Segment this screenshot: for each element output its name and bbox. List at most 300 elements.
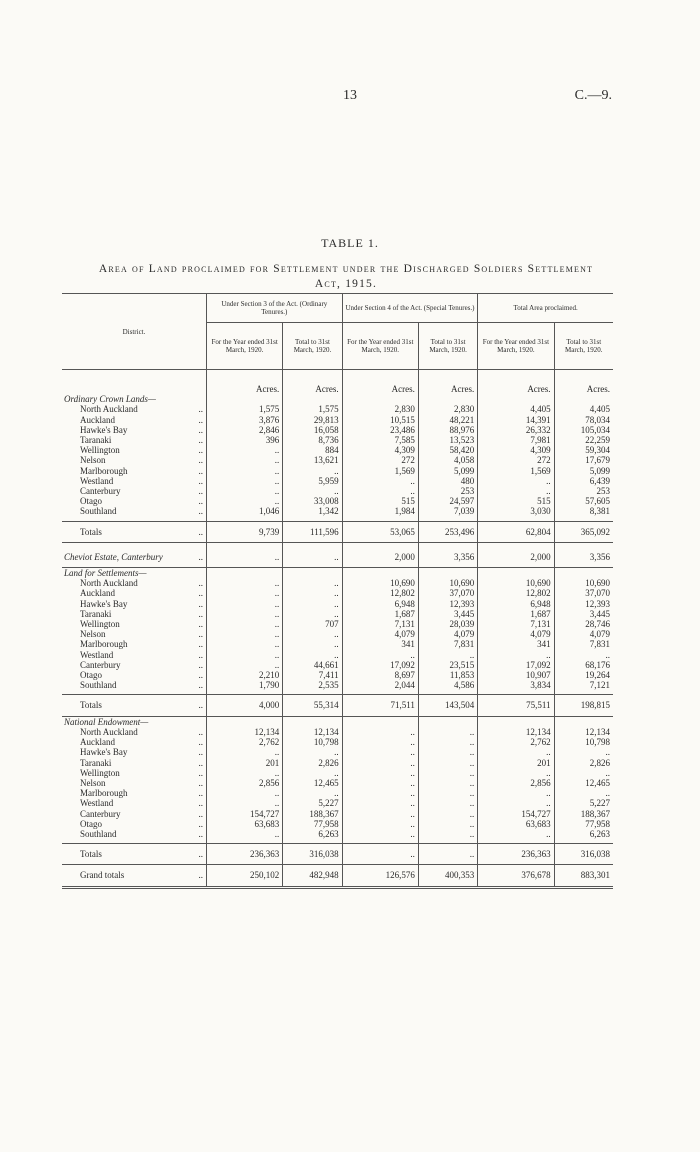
empty-cell	[478, 568, 554, 579]
value-cell: 12,802	[342, 588, 418, 598]
value-cell: 22,259	[554, 435, 613, 445]
value-cell: 8,697	[342, 670, 418, 680]
district-label: Southland	[80, 828, 117, 839]
value-cell: ..	[342, 844, 418, 865]
totals-row	[62, 844, 613, 865]
district-cell	[62, 521, 207, 542]
district-label: Nelson	[80, 629, 106, 640]
district-label: Westland	[80, 798, 114, 809]
value-cell: 1,342	[283, 506, 342, 516]
value-cell: 4,079	[342, 629, 418, 639]
value-cell: ..	[207, 788, 283, 798]
district-cell	[62, 425, 207, 435]
district-header: District.	[122, 327, 146, 336]
leader-dots: ..	[198, 659, 203, 670]
leader-dots: ..	[198, 680, 203, 691]
value-cell: 2,830	[418, 404, 477, 414]
district-label: Otago	[80, 496, 102, 507]
value-cell: 10,690	[554, 578, 613, 588]
value-cell: ..	[342, 758, 418, 768]
value-cell: 253,496	[418, 521, 477, 542]
value-cell: ..	[554, 650, 613, 660]
value-cell: 4,405	[554, 404, 613, 414]
leader-dots: ..	[198, 486, 203, 497]
subheader-total: Total to 31st March, 1920.	[283, 323, 342, 370]
district-cell	[62, 747, 207, 757]
leader-dots: ..	[198, 818, 203, 829]
value-cell: 5,099	[418, 466, 477, 476]
value-cell: 201	[207, 758, 283, 768]
value-cell: ..	[418, 768, 477, 778]
district-cell	[62, 778, 207, 788]
empty-cell	[207, 568, 283, 579]
value-cell: 4,309	[342, 445, 418, 455]
unit-cell: Acres.	[207, 370, 283, 395]
district-cell	[62, 737, 207, 747]
value-cell: 707	[283, 619, 342, 629]
value-cell: ..	[207, 747, 283, 757]
section-title-row	[62, 716, 613, 727]
district-cell	[62, 829, 207, 839]
empty-cell	[418, 568, 477, 579]
value-cell: ..	[478, 476, 554, 486]
district-cell	[62, 819, 207, 829]
value-cell: 272	[342, 455, 418, 465]
table-row	[62, 466, 613, 476]
district-cell	[62, 670, 207, 680]
value-cell: 53,065	[342, 521, 418, 542]
district-label: Hawke's Bay	[80, 747, 128, 758]
value-cell: 4,000	[207, 695, 283, 716]
table-row	[62, 486, 613, 496]
value-cell: 10,690	[478, 578, 554, 588]
table-row	[62, 670, 613, 680]
table-row	[62, 435, 613, 445]
district-label: Marlborough	[80, 465, 128, 476]
value-cell: 365,092	[554, 521, 613, 542]
value-cell: 78,034	[554, 415, 613, 425]
land-table-wrapper	[62, 293, 613, 889]
table-row	[62, 650, 613, 660]
value-cell: 2,000	[478, 547, 554, 568]
value-cell: 63,683	[207, 819, 283, 829]
value-cell: ..	[342, 809, 418, 819]
district-label: Nelson	[80, 777, 106, 788]
district-cell	[62, 599, 207, 609]
value-cell: 316,038	[283, 844, 342, 865]
value-cell: 480	[418, 476, 477, 486]
value-cell: ..	[207, 599, 283, 609]
leader-dots: ..	[198, 726, 203, 737]
value-cell: 3,876	[207, 415, 283, 425]
value-cell: ..	[283, 747, 342, 757]
district-cell	[62, 629, 207, 639]
value-cell: ..	[342, 819, 418, 829]
value-cell: 7,131	[478, 619, 554, 629]
district-label: Southland	[80, 506, 117, 517]
value-cell: 33,008	[283, 496, 342, 506]
leader-dots: ..	[198, 424, 203, 435]
leader-dots: ..	[198, 465, 203, 476]
value-cell: 3,834	[478, 680, 554, 690]
value-cell: 883,301	[554, 865, 613, 887]
value-cell: 77,958	[554, 819, 613, 829]
value-cell: ..	[283, 768, 342, 778]
value-cell: 1,687	[478, 609, 554, 619]
value-cell: 7,981	[478, 435, 554, 445]
value-cell: ..	[554, 768, 613, 778]
value-cell: 6,263	[554, 829, 613, 839]
value-cell: 10,690	[342, 578, 418, 588]
district-cell	[62, 476, 207, 486]
value-cell: 28,746	[554, 619, 613, 629]
value-cell: 77,958	[283, 819, 342, 829]
value-cell: ..	[283, 466, 342, 476]
units-label-cell	[62, 370, 207, 395]
value-cell: 250,102	[207, 865, 283, 887]
value-cell: 7,411	[283, 670, 342, 680]
value-cell: 12,134	[478, 727, 554, 737]
district-cell	[62, 798, 207, 808]
empty-cell	[207, 394, 283, 404]
group-header-section4: Under Section 4 of the Act. (Special Tenures.)	[342, 294, 478, 323]
value-cell: 201	[478, 758, 554, 768]
district-cell	[62, 578, 207, 588]
leader-dots: ..	[198, 619, 203, 630]
value-cell: ..	[342, 476, 418, 486]
table-row	[62, 680, 613, 690]
value-cell: ..	[207, 455, 283, 465]
page-number: 13	[343, 88, 357, 103]
leader-dots: ..	[198, 639, 203, 650]
empty-cell	[342, 394, 418, 404]
value-cell: 2,830	[342, 404, 418, 414]
district-label: Cheviot Estate, Canterbury	[64, 551, 163, 562]
land-table	[62, 293, 613, 889]
table-row	[62, 788, 613, 798]
value-cell: ..	[283, 486, 342, 496]
value-cell: 7,831	[554, 639, 613, 649]
value-cell: ..	[418, 778, 477, 788]
leader-dots: ..	[198, 414, 203, 425]
district-label: Nelson	[80, 455, 106, 466]
table-row	[62, 798, 613, 808]
value-cell: ..	[418, 650, 477, 660]
district-cell	[62, 758, 207, 768]
value-cell: 24,597	[418, 496, 477, 506]
value-cell: 11,853	[418, 670, 477, 680]
value-cell: 7,831	[418, 639, 477, 649]
value-cell: ..	[342, 798, 418, 808]
leader-dots: ..	[198, 757, 203, 768]
district-cell	[62, 768, 207, 778]
table-row	[62, 737, 613, 747]
empty-cell	[283, 716, 342, 727]
value-cell: 4,079	[554, 629, 613, 639]
value-cell: 1,687	[342, 609, 418, 619]
value-cell: 1,575	[283, 404, 342, 414]
value-cell: 105,034	[554, 425, 613, 435]
value-cell: 10,690	[418, 578, 477, 588]
value-cell: 68,176	[554, 660, 613, 670]
leader-dots: ..	[198, 588, 203, 599]
district-cell	[62, 788, 207, 798]
district-cell	[62, 496, 207, 506]
unit-cell: Acres.	[418, 370, 477, 395]
value-cell: ..	[342, 727, 418, 737]
value-cell: 341	[342, 639, 418, 649]
value-cell: 37,070	[554, 588, 613, 598]
district-label: Canterbury	[80, 486, 121, 497]
subheader-year: For the Year ended 31st March, 1920.	[478, 323, 554, 370]
leader-dots: ..	[198, 435, 203, 446]
value-cell: 4,309	[478, 445, 554, 455]
value-cell: ..	[283, 547, 342, 568]
value-cell: 88,976	[418, 425, 477, 435]
district-label: Wellington	[80, 767, 120, 778]
value-cell: 2,762	[207, 737, 283, 747]
value-cell: 1,569	[342, 466, 418, 476]
value-cell: ..	[207, 547, 283, 568]
section-title-cell	[62, 716, 207, 727]
value-cell: ..	[207, 639, 283, 649]
district-cell	[62, 727, 207, 737]
value-cell: ..	[418, 829, 477, 839]
value-cell: 17,092	[478, 660, 554, 670]
table-row	[62, 588, 613, 598]
value-cell: 198,815	[554, 695, 613, 716]
value-cell: 4,586	[418, 680, 477, 690]
section-title-cell	[62, 394, 207, 404]
value-cell: 37,070	[418, 588, 477, 598]
district-label: Hawke's Bay	[80, 598, 128, 609]
value-cell: 28,039	[418, 619, 477, 629]
table-row	[62, 768, 613, 778]
value-cell: ..	[283, 788, 342, 798]
district-cell	[62, 865, 207, 887]
value-cell: 59,304	[554, 445, 613, 455]
empty-cell	[283, 568, 342, 579]
table-row	[62, 747, 613, 757]
table-row	[62, 445, 613, 455]
value-cell: ..	[418, 788, 477, 798]
leader-dots: ..	[198, 747, 203, 758]
leader-dots: ..	[198, 496, 203, 507]
value-cell: ..	[207, 829, 283, 839]
value-cell: 13,621	[283, 455, 342, 465]
district-label: Taranaki	[80, 608, 112, 619]
value-cell: 4,079	[478, 629, 554, 639]
value-cell: 12,393	[554, 599, 613, 609]
leader-dots: ..	[198, 445, 203, 456]
value-cell: 12,393	[418, 599, 477, 609]
value-cell: ..	[207, 445, 283, 455]
leader-dots: ..	[198, 767, 203, 778]
value-cell: ..	[418, 844, 477, 865]
section-title: National Endowment—	[64, 716, 149, 727]
value-cell: 14,391	[478, 415, 554, 425]
value-cell: ..	[342, 747, 418, 757]
totals-row	[62, 521, 613, 542]
value-cell: 12,134	[207, 727, 283, 737]
value-cell: 26,332	[478, 425, 554, 435]
value-cell: 253	[554, 486, 613, 496]
table-row	[62, 819, 613, 829]
value-cell: 188,367	[554, 809, 613, 819]
value-cell: ..	[207, 798, 283, 808]
value-cell: 63,683	[478, 819, 554, 829]
value-cell: 16,058	[283, 425, 342, 435]
district-label: Canterbury	[80, 808, 121, 819]
district-cell	[62, 506, 207, 516]
leader-dots: ..	[198, 629, 203, 640]
value-cell: ..	[207, 660, 283, 670]
table-row	[62, 778, 613, 788]
value-cell: ..	[283, 578, 342, 588]
value-cell: 5,227	[283, 798, 342, 808]
district-label: Westland	[80, 649, 114, 660]
district-cell	[62, 435, 207, 445]
empty-cell	[554, 394, 613, 404]
district-cell	[62, 650, 207, 660]
value-cell: 23,515	[418, 660, 477, 670]
value-cell: ..	[207, 609, 283, 619]
value-cell: ..	[418, 747, 477, 757]
value-cell: 5,227	[554, 798, 613, 808]
value-cell: 126,576	[342, 865, 418, 887]
district-cell	[62, 445, 207, 455]
cheviot-row	[62, 547, 613, 568]
value-cell: 75,511	[478, 695, 554, 716]
district-label: Wellington	[80, 445, 120, 456]
value-cell: 376,678	[478, 865, 554, 887]
group-header-section3: Under Section 3 of the Act. (Ordinary Tenures.)	[207, 294, 343, 323]
district-label: Totals	[80, 700, 102, 711]
value-cell: ..	[342, 768, 418, 778]
leader-dots: ..	[198, 828, 203, 839]
district-cell	[62, 486, 207, 496]
value-cell: 7,131	[342, 619, 418, 629]
table-row	[62, 404, 613, 414]
value-cell: 1,984	[342, 506, 418, 516]
value-cell: 316,038	[554, 844, 613, 865]
value-cell: ..	[342, 650, 418, 660]
value-cell: ..	[207, 476, 283, 486]
leader-dots: ..	[198, 526, 203, 537]
value-cell: 58,420	[418, 445, 477, 455]
district-label: Hawke's Bay	[80, 424, 128, 435]
table-heading	[66, 262, 626, 292]
value-cell: 44,661	[283, 660, 342, 670]
grand-totals-row	[62, 865, 613, 887]
district-cell	[62, 547, 207, 568]
subheader-year: For the Year ended 31st March, 1920.	[342, 323, 418, 370]
table-row	[62, 639, 613, 649]
empty-cell	[207, 716, 283, 727]
value-cell: 10,515	[342, 415, 418, 425]
empty-cell	[342, 568, 418, 579]
value-cell: ..	[207, 496, 283, 506]
value-cell: 4,058	[418, 455, 477, 465]
section-title-row	[62, 568, 613, 579]
leader-dots: ..	[198, 849, 203, 860]
district-label: North Auckland	[80, 578, 138, 589]
value-cell: ..	[418, 798, 477, 808]
district-label: Auckland	[80, 588, 115, 599]
value-cell: 111,596	[283, 521, 342, 542]
page-reference: C.—9.	[574, 88, 612, 103]
value-cell: 2,846	[207, 425, 283, 435]
value-cell: 12,134	[283, 727, 342, 737]
value-cell: ..	[207, 629, 283, 639]
value-cell: 3,445	[418, 609, 477, 619]
value-cell: 400,353	[418, 865, 477, 887]
subheader-year: For the Year ended 31st March, 1920.	[207, 323, 283, 370]
value-cell: ..	[478, 768, 554, 778]
unit-cell: Acres.	[478, 370, 554, 395]
leader-dots: ..	[198, 608, 203, 619]
value-cell: 62,804	[478, 521, 554, 542]
table-title: TABLE 1.	[321, 236, 379, 250]
value-cell: ..	[478, 788, 554, 798]
value-cell: 154,727	[478, 809, 554, 819]
value-cell: 236,363	[207, 844, 283, 865]
value-cell: 4,079	[418, 629, 477, 639]
value-cell: 19,264	[554, 670, 613, 680]
table-row	[62, 829, 613, 839]
value-cell: 188,367	[283, 809, 342, 819]
leader-dots: ..	[198, 551, 203, 562]
unit-cell: Acres.	[554, 370, 613, 395]
value-cell: 2,856	[478, 778, 554, 788]
district-label: Westland	[80, 475, 114, 486]
value-cell: ..	[207, 768, 283, 778]
value-cell: 3,030	[478, 506, 554, 516]
value-cell: 2,210	[207, 670, 283, 680]
value-cell: ..	[418, 819, 477, 829]
value-cell: ..	[283, 650, 342, 660]
value-cell: 12,134	[554, 727, 613, 737]
leader-dots: ..	[198, 737, 203, 748]
district-cell	[62, 844, 207, 865]
value-cell: 272	[478, 455, 554, 465]
table-row	[62, 619, 613, 629]
value-cell: 9,739	[207, 521, 283, 542]
empty-cell	[478, 394, 554, 404]
leader-dots: ..	[198, 798, 203, 809]
unit-cell: Acres.	[342, 370, 418, 395]
value-cell: 10,798	[554, 737, 613, 747]
value-cell: ..	[207, 486, 283, 496]
table-row	[62, 455, 613, 465]
leader-dots: ..	[198, 455, 203, 466]
district-label: Marlborough	[80, 788, 128, 799]
table-row	[62, 415, 613, 425]
value-cell: 23,486	[342, 425, 418, 435]
table-row	[62, 629, 613, 639]
value-cell: ..	[478, 829, 554, 839]
value-cell: 7,039	[418, 506, 477, 516]
value-cell: ..	[283, 639, 342, 649]
value-cell: 1,790	[207, 680, 283, 690]
district-label: North Auckland	[80, 404, 138, 415]
leader-dots: ..	[198, 788, 203, 799]
value-cell: ..	[283, 599, 342, 609]
value-cell: 1,575	[207, 404, 283, 414]
value-cell: 10,907	[478, 670, 554, 680]
value-cell: ..	[342, 778, 418, 788]
value-cell: ..	[342, 788, 418, 798]
